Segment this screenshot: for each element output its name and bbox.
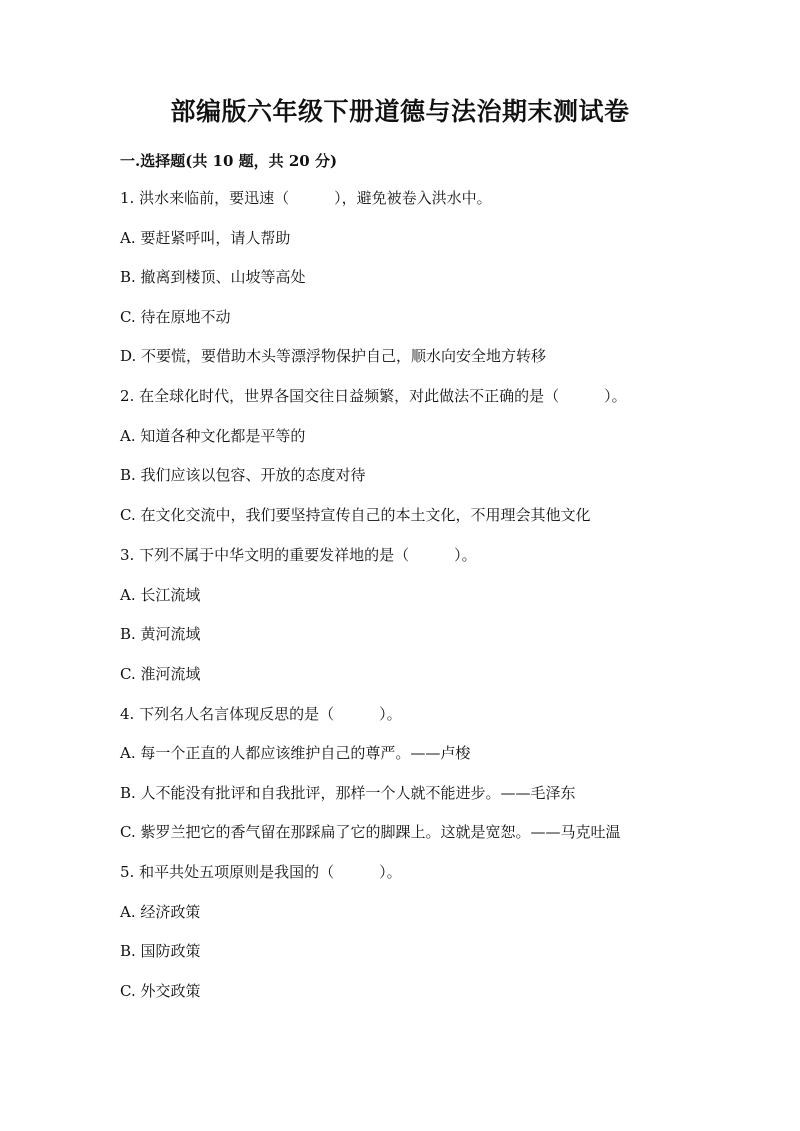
question-option: B. 撤离到楼顶、山坡等高处 xyxy=(120,268,306,286)
question-option: B. 黄河流域 xyxy=(120,625,201,643)
question-stem: 5. 和平共处五项原则是我国的（ ）。 xyxy=(120,863,402,881)
question-option: B. 国防政策 xyxy=(120,942,201,960)
question-option: B. 人不能没有批评和自我批评，那样一个人就不能进步。——毛泽东 xyxy=(120,784,576,802)
question-option: B. 我们应该以包容、开放的态度对待 xyxy=(120,466,366,484)
question-option: A. 长江流域 xyxy=(120,586,201,604)
question-option: A. 每一个正直的人都应该维护自己的尊严。——卢梭 xyxy=(120,744,471,762)
question-option: A. 知道各种文化都是平等的 xyxy=(120,427,306,445)
question-option: A. 经济政策 xyxy=(120,903,201,921)
question-option: C. 外交政策 xyxy=(120,982,201,1000)
section-heading: 一.选择题(共 10 题，共 20 分) xyxy=(120,152,338,170)
question-option: C. 紫罗兰把它的香气留在那踩扁了它的脚踝上。这就是宽恕。——马克吐温 xyxy=(120,823,621,841)
question-option: C. 在文化交流中，我们要坚持宣传自己的本土文化，不用理会其他文化 xyxy=(120,506,591,524)
question-option: C. 待在原地不动 xyxy=(120,308,231,326)
page-title: 部编版六年级下册道德与法治期末测试卷 xyxy=(170,97,630,126)
question-stem: 1. 洪水来临前，要迅速（ ），避免被卷入洪水中。 xyxy=(120,189,492,207)
question-stem: 4. 下列名人名言体现反思的是（ ）。 xyxy=(120,705,402,723)
question-option: D. 不要慌，要借助木头等漂浮物保护自己，顺水向安全地方转移 xyxy=(120,347,547,365)
question-option: A. 要赶紧呼叫，请人帮助 xyxy=(120,229,291,247)
question-stem: 3. 下列不属于中华文明的重要发祥地的是（ ）。 xyxy=(120,546,477,564)
question-option: C. 淮河流域 xyxy=(120,665,201,683)
question-stem: 2. 在全球化时代，世界各国交往日益频繁，对此做法不正确的是（ ）。 xyxy=(120,387,627,405)
